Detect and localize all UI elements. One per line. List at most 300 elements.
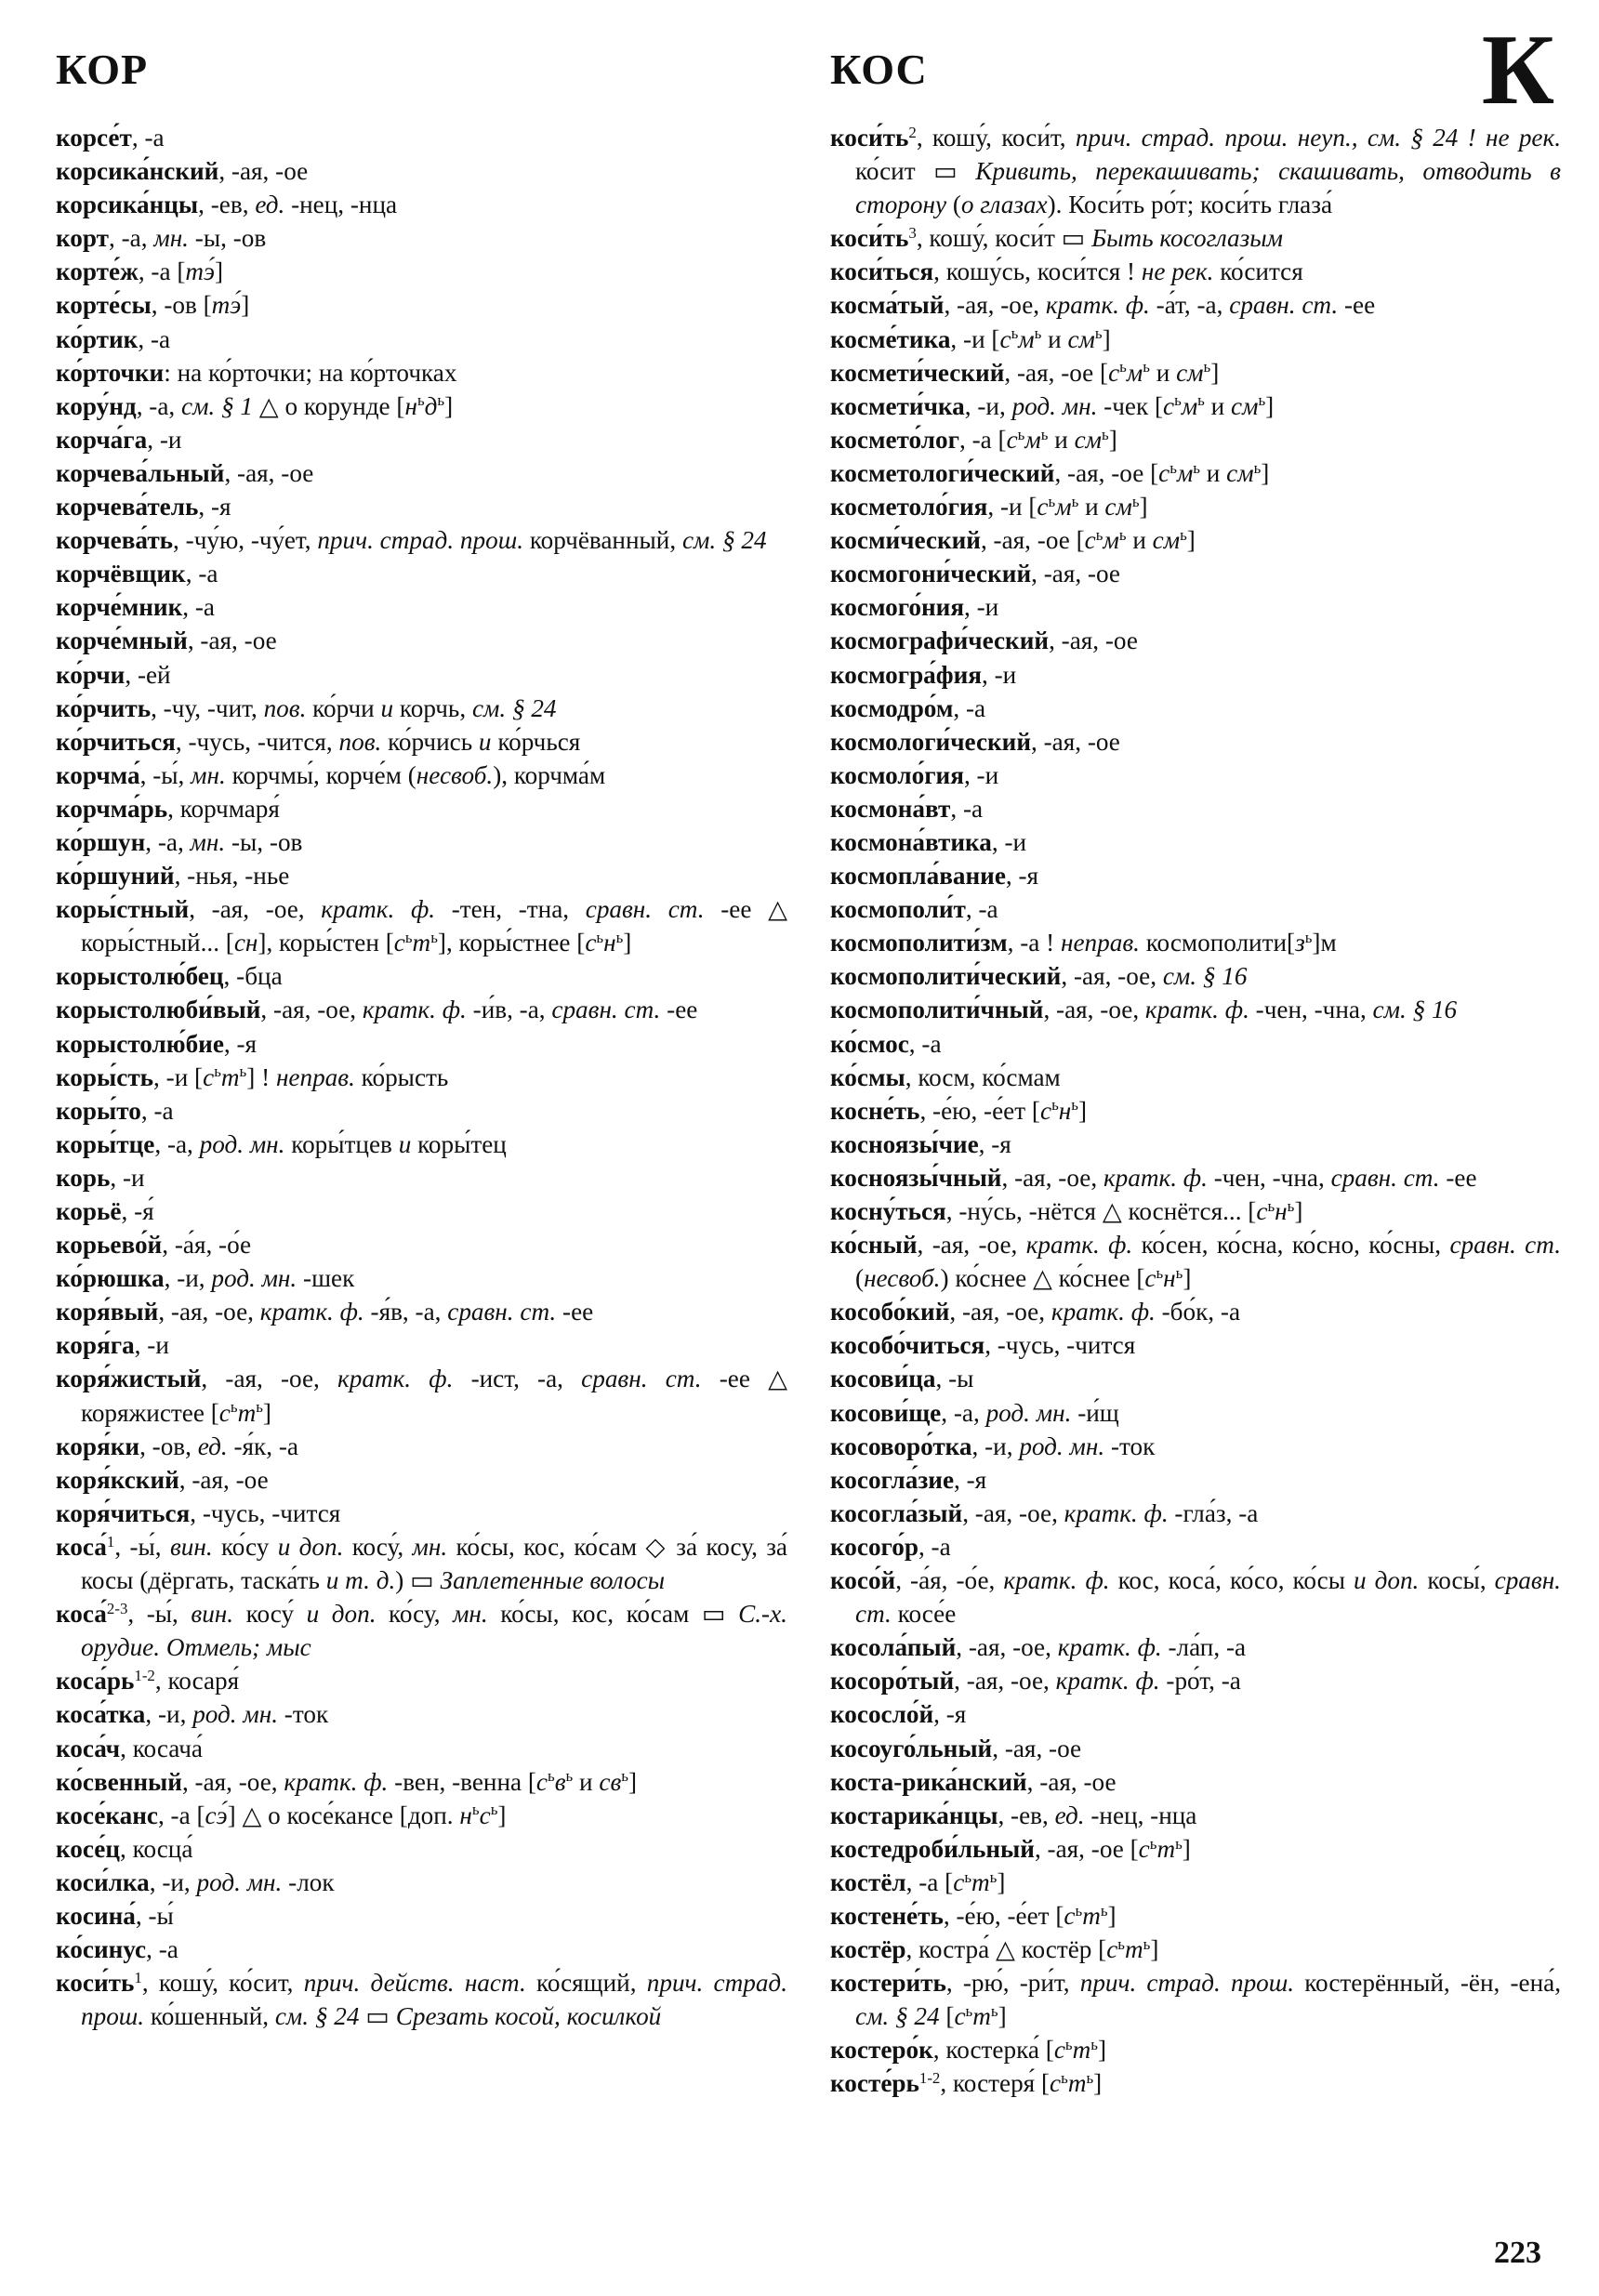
headword: космополити́ческий — [830, 962, 1062, 991]
right-entry — [830, 255, 1561, 288]
entry-text: , -и, — [149, 1867, 197, 1896]
entry-text: , -и, — [964, 391, 1012, 420]
entry-text: , -ая, -ое, — [1001, 1163, 1103, 1192]
entry-text: , -ев, — [998, 1801, 1055, 1829]
entry-text: -ее — [1439, 1163, 1477, 1192]
entry-text: космополити[ — [1139, 929, 1296, 957]
superscript: ь — [1174, 391, 1182, 410]
right-entry — [830, 692, 1561, 725]
superscript: ь — [430, 928, 438, 946]
headword: коси́ть — [830, 124, 909, 152]
entry-text: , -ая, -ое [ — [1034, 1834, 1139, 1863]
headword: коса́ — [56, 1532, 107, 1561]
left-entry — [56, 1866, 787, 1899]
headword: коса́рь — [56, 1667, 135, 1696]
right-entry — [830, 423, 1561, 456]
grammar-note: прич. действ. наст. — [303, 1969, 526, 1998]
grammar-note: с — [535, 1767, 548, 1796]
right-entry — [830, 1732, 1561, 1765]
entry-text: , -ая, -ое — [1049, 627, 1138, 655]
entry-text: , корчмаря́ — [167, 794, 280, 823]
entry-text: и — [1078, 493, 1105, 521]
headword: корыстолю́бие — [56, 1029, 224, 1058]
superscript: ь — [1203, 358, 1211, 376]
superscript: ь — [1131, 492, 1140, 510]
grammar-note: и т. д. — [325, 1566, 396, 1595]
grammar-note: кратк. ф. — [321, 895, 436, 924]
superscript: ь — [621, 1767, 628, 1786]
superscript: ь — [1017, 425, 1025, 443]
entry-text: , косца́ — [120, 1834, 193, 1863]
headword: кососло́й — [830, 1700, 934, 1729]
headword: кособо́кий — [830, 1298, 950, 1326]
entry-text: ко́рчись — [381, 727, 479, 756]
entry-text: ко́су — [212, 1532, 278, 1561]
superscript: ь — [548, 1767, 555, 1786]
headword: корыстолю́бец — [56, 962, 224, 991]
grammar-note: Срезать косой, косилкой — [395, 2002, 662, 2031]
headword: космологи́ческий — [830, 727, 1032, 756]
entry-text: и — [1149, 358, 1177, 387]
superscript: ь — [1086, 2069, 1094, 2088]
left-entry — [56, 423, 787, 456]
superscript: ь — [615, 928, 624, 946]
entry-text: ] — [1093, 2069, 1103, 2098]
grammar-note: д — [424, 391, 438, 420]
headword: ко́свенный — [56, 1767, 182, 1796]
right-entry — [830, 1061, 1561, 1094]
grammar-note: и доп. — [277, 1532, 344, 1561]
right-entry — [830, 288, 1561, 322]
entry-text: ▭ — [359, 2002, 396, 2031]
entry-text: -я́в, -а, — [363, 1298, 448, 1326]
entry-text: , -ы́, — [139, 760, 192, 789]
right-entry — [830, 1362, 1561, 1395]
entry-text: , кошу́, ко́сит, — [141, 1969, 304, 1998]
entry-text: ] — [1108, 425, 1117, 454]
entry-text: -гла́з, -а — [1168, 1498, 1259, 1527]
grammar-note: см — [1067, 324, 1095, 353]
right-entry — [830, 389, 1561, 423]
grammar-note: с — [1053, 2036, 1065, 2065]
entry-text: -и́в, -а, — [466, 996, 552, 1024]
entry-text: [ — [939, 2002, 955, 2031]
grammar-note: см. § 16 — [1162, 962, 1248, 991]
entry-text: , -а, — [145, 827, 191, 856]
grammar-note: н — [1163, 1264, 1176, 1293]
superscript: ь — [404, 928, 413, 946]
left-entry — [56, 456, 787, 490]
headword: коря́жистый — [56, 1365, 202, 1393]
headword: коря́читься — [56, 1498, 191, 1527]
right-entry — [830, 1194, 1561, 1228]
grammar-note: сравн. ст. — [447, 1298, 557, 1326]
grammar-note: кратк. ф. — [362, 996, 467, 1024]
entry-text: ко́рысть — [354, 1062, 449, 1091]
headword: космополити́зм — [830, 929, 1008, 957]
entry-text: -ток — [278, 1700, 329, 1729]
superscript: ь — [1117, 1934, 1125, 1953]
superscript: ь — [1304, 928, 1313, 946]
left-entry — [56, 1530, 787, 1597]
grammar-note: с — [1106, 1935, 1118, 1964]
headword: косну́ться — [830, 1197, 946, 1225]
left-entry — [56, 1732, 787, 1765]
headword: косноязы́чный — [830, 1163, 1002, 1192]
grammar-note: з — [1295, 929, 1305, 957]
headword: коси́лка — [56, 1867, 150, 1896]
entry-text: ], коры́стен [ — [258, 929, 394, 957]
headword: коры́сть — [56, 1062, 154, 1091]
entry-text: , -а — [965, 895, 998, 924]
grammar-note: сравн. ст. — [585, 895, 705, 924]
right-entry — [830, 1799, 1561, 1832]
right-entry — [830, 1328, 1561, 1362]
left-entry — [56, 1128, 787, 1161]
headword: косови́ще — [830, 1398, 942, 1427]
headword: ко́рчи — [56, 660, 126, 689]
entry-text: коры́тец — [411, 1129, 507, 1158]
left-entry — [56, 1497, 787, 1530]
grammar-note: м — [1181, 391, 1198, 420]
grammar-note: т — [220, 1062, 240, 1091]
entry-text: ко́шенный, — [144, 2002, 275, 2031]
grammar-note: кратк. ф. — [259, 1298, 364, 1326]
entry-text: , -я — [198, 493, 231, 521]
grammar-note: т — [412, 929, 431, 957]
entry-text: -ла́п, -а — [1161, 1633, 1247, 1662]
right-entry — [830, 1630, 1561, 1664]
headword: косми́ческий — [830, 526, 981, 555]
grammar-note: сравн. ст. — [1330, 1163, 1440, 1192]
headword: косте́рь — [830, 2069, 919, 2098]
right-entry — [830, 624, 1561, 657]
superscript: ь — [1011, 324, 1019, 343]
right-entry — [830, 1295, 1561, 1328]
left-entry — [56, 1463, 787, 1497]
grammar-note: м — [1018, 324, 1035, 353]
headword: корьё — [56, 1197, 122, 1225]
grammar-note: н — [1275, 1197, 1288, 1225]
superscript: ь — [1071, 1096, 1078, 1115]
grammar-note: с — [1163, 391, 1175, 420]
grammar-note: Быть косоглазым — [1091, 224, 1284, 253]
superscript: ь — [1156, 1263, 1164, 1282]
left-entry — [56, 389, 787, 423]
right-entry — [830, 792, 1561, 825]
superscript: ь — [1094, 324, 1103, 343]
entry-text: ] — [215, 257, 224, 286]
headword: корча́га — [56, 425, 148, 454]
grammar-note: с — [1006, 425, 1018, 454]
entry-text: , -а — [146, 1935, 178, 1964]
left-entry — [56, 288, 787, 322]
superscript: ь — [1061, 2069, 1068, 2088]
entry-text: и — [1126, 526, 1153, 555]
entry-text: , -ая, -ое, — [158, 1298, 260, 1326]
superscript: ь — [256, 1398, 263, 1417]
entry-text: , -ы́, — [114, 1532, 170, 1561]
left-entry — [56, 624, 787, 657]
entry-text: ) ▭ — [395, 1566, 441, 1595]
right-entry — [830, 759, 1561, 792]
entry-text: , -е́ю, -е́ет [ — [943, 1901, 1064, 1930]
headword: космого́ния — [830, 593, 965, 622]
entry-text: и — [1200, 458, 1227, 487]
superscript: ь — [1095, 525, 1103, 544]
headword: космето́лог — [830, 425, 959, 454]
entry-text: , -ая, -ое, — [949, 1298, 1051, 1326]
entry-text: , -а — [182, 593, 215, 622]
right-entry — [830, 993, 1561, 1026]
entry-text: , -а — [918, 1532, 951, 1561]
entry-text: -чек [ — [1097, 391, 1164, 420]
left-entry — [56, 1664, 787, 1697]
superscript: 1-2 — [918, 2069, 941, 2088]
headword: ко́синус — [56, 1935, 147, 1964]
entry-text: , -ая, -ое, — [917, 1231, 1026, 1260]
headword: костедроби́льный — [830, 1834, 1035, 1863]
left-entry — [56, 121, 787, 154]
grammar-note: т — [1072, 2036, 1091, 2065]
headword: ко́рчить — [56, 693, 152, 722]
grammar-note: Кривить, перекашивать; скашивать, отводить в сторону — [855, 157, 1561, 219]
headword: космодро́м — [830, 693, 954, 722]
grammar-note: м — [1055, 493, 1072, 521]
right-entry — [830, 859, 1561, 892]
grammar-note: кратк. ф. — [1025, 1231, 1133, 1260]
grammar-note: н — [1058, 1096, 1072, 1125]
entry-text: , костерка́ [ — [932, 2036, 1054, 2065]
grammar-note: кратк. ф. — [1045, 291, 1150, 320]
headword: корсика́нский — [56, 157, 219, 186]
entry-text: , -а ! — [1007, 929, 1061, 957]
grammar-note: см — [1104, 493, 1132, 521]
entry-text: -нец, -нца — [284, 191, 398, 219]
entry-text: , -а [ — [905, 1867, 954, 1896]
grammar-note: т — [1125, 1935, 1143, 1964]
left-entry — [56, 523, 787, 557]
entry-text: , -ая, -ое, — [260, 996, 363, 1024]
right-entry — [830, 725, 1561, 759]
left-entry — [56, 590, 787, 624]
superscript: 3 — [908, 224, 917, 243]
grammar-note: ед. — [1054, 1801, 1085, 1829]
grammar-note: с — [1256, 1197, 1268, 1225]
grammar-note: сн — [233, 929, 258, 957]
entry-text: ] — [1077, 1096, 1088, 1125]
headword: корчма́ — [56, 760, 140, 789]
grammar-note: мн. — [453, 1600, 488, 1629]
superscript: ь — [596, 928, 604, 946]
superscript: ь — [1101, 425, 1109, 443]
right-entry — [830, 1664, 1561, 1697]
headword: коси́ть — [830, 224, 909, 253]
headword: коса́ч — [56, 1734, 121, 1762]
running-head-right: КОС — [830, 46, 928, 93]
entry-text: , кошу́сь, коси́тся ! — [933, 257, 1142, 286]
grammar-note: Заплетенные волосы — [440, 1566, 666, 1595]
entry-text: косе́е — [891, 1600, 957, 1629]
entry-text: , -е́ю, -е́ет [ — [919, 1096, 1040, 1125]
entry-text: , -а [ — [138, 257, 186, 286]
grammar-note: род. мн. — [1011, 391, 1098, 420]
right-entry — [830, 1128, 1561, 1161]
superscript: ь — [1071, 492, 1079, 510]
entry-text: корчмы́, корче́м ( — [225, 760, 416, 789]
superscript: ь — [964, 1867, 972, 1886]
headword: космопла́вание — [830, 862, 1006, 891]
entry-text: косы́, — [1419, 1566, 1495, 1595]
grammar-note: прич. страд. прош. — [81, 1969, 787, 2031]
entry-text: -ее — [556, 1298, 594, 1326]
headword: космона́вт — [830, 794, 951, 823]
entry-text: -лок — [282, 1867, 335, 1896]
headword: косме́тика — [830, 324, 951, 353]
entry-text: и — [1048, 425, 1075, 454]
headword: кору́нд — [56, 391, 137, 420]
entry-text: корчёванный, — [523, 526, 682, 555]
headword: корче́мник — [56, 593, 183, 622]
grammar-note: с — [479, 1801, 491, 1829]
entry-text: , косача́ — [120, 1734, 203, 1762]
entry-text: , -ая, -ое, — [201, 1365, 338, 1393]
headword: корчева́тель — [56, 493, 199, 521]
left-entry — [56, 356, 787, 389]
headword: костери́ть — [830, 1969, 946, 1998]
entry-text: ко́сы, кос, ко́сам ◇ за́ косу, за́ косы (дёргать, таска́ть — [81, 1532, 787, 1595]
headword: косметологи́ческий — [830, 458, 1055, 487]
right-entry — [830, 1161, 1561, 1194]
left-entry — [56, 1362, 787, 1429]
headword: косина́ — [56, 1901, 136, 1930]
dictionary-column-right — [830, 121, 1561, 2101]
headword: корчма́рь — [56, 794, 168, 823]
grammar-note: см. § 24 — [471, 693, 557, 722]
entry-text: ( — [855, 1264, 865, 1293]
entry-text: , -и — [110, 1163, 145, 1192]
entry-text: , -а́я, -о́е — [162, 1231, 252, 1260]
right-entry — [830, 590, 1561, 624]
entry-text: , -ая, -ое — [992, 1734, 1082, 1762]
section-letter: К — [1481, 15, 1554, 125]
entry-text: ] — [628, 1767, 638, 1796]
entry-text: △ о корунде [ — [253, 391, 405, 420]
grammar-note: см. § 24 — [681, 526, 767, 555]
right-entry — [830, 1966, 1561, 2033]
superscript: ь — [1051, 1096, 1059, 1115]
grammar-note: род. мн. — [192, 1700, 278, 1729]
entry-text: ко́су, — [376, 1600, 454, 1629]
entry-text: , -чу, -чит, — [151, 693, 264, 722]
grammar-note: с — [1138, 1834, 1150, 1863]
entry-text: -ро́т, -а — [1159, 1667, 1241, 1696]
headword: космополити́чный — [830, 996, 1044, 1024]
entry-text: костерённый, -ён, -ена́, — [1294, 1969, 1561, 1998]
entry-text: , -нья, -нье — [174, 862, 290, 891]
entry-text: ко́сен, ко́сна, ко́сно, ко́сны, — [1132, 1231, 1450, 1260]
headword: космополи́т — [830, 895, 966, 924]
entry-text: , -а — [908, 1029, 942, 1058]
left-entry — [56, 892, 787, 959]
entry-text: , -чу́ю, -чу́ет, — [173, 526, 318, 555]
headword: косогла́зый — [830, 1498, 963, 1527]
entry-text: ко́сится — [1213, 257, 1303, 286]
grammar-note: мн. — [153, 224, 189, 253]
headword: костарика́нцы — [830, 1801, 998, 1829]
grammar-note: сравн. ст. — [1449, 1231, 1561, 1260]
entry-text: , -я — [933, 1700, 967, 1729]
entry-text: , -ы́ — [135, 1901, 174, 1930]
right-entry — [830, 658, 1561, 692]
left-entry — [56, 1597, 787, 1664]
grammar-note: н — [459, 1801, 472, 1829]
superscript: ь — [1267, 1196, 1275, 1215]
headword: косого́р — [830, 1532, 918, 1561]
entry-text: -а́т, -а, — [1149, 291, 1230, 320]
entry-text: , -ов, — [139, 1432, 198, 1460]
superscript: ь — [1253, 458, 1262, 477]
right-entry — [830, 1765, 1561, 1799]
superscript: ь — [1100, 1901, 1108, 1920]
headword: коси́ться — [830, 257, 934, 286]
entry-text: -нец, -нца — [1084, 1801, 1197, 1829]
right-entry — [830, 1396, 1561, 1430]
grammar-note: с — [218, 1398, 231, 1427]
headword: косма́тый — [830, 291, 945, 320]
headword: коса́ — [56, 1600, 107, 1629]
left-entry — [56, 692, 787, 725]
grammar-note: сравн. ст. — [1229, 291, 1339, 320]
entry-text: , -ая, -ое, — [956, 1633, 1058, 1662]
right-entry — [830, 221, 1561, 255]
entry-text: -ее △ коры́стный... [ — [81, 895, 787, 957]
superscript: 1-2 — [134, 1667, 155, 1685]
right-entry — [830, 926, 1561, 959]
entry-text: , -ов [ — [151, 291, 212, 320]
headword: корсика́нцы — [56, 191, 199, 219]
grammar-note: сравн. ст. — [855, 1566, 1561, 1629]
superscript: ь — [1258, 391, 1266, 410]
grammar-note: и доп. — [306, 1600, 377, 1629]
grammar-note: св — [599, 1767, 622, 1796]
right-entry — [830, 1933, 1561, 1966]
entry-text: , -а — [953, 693, 986, 722]
entry-text: , -а, — [136, 391, 181, 420]
entry-text: , -и, — [971, 1432, 1020, 1460]
right-entry — [830, 456, 1561, 490]
grammar-note: несвоб. — [416, 760, 494, 789]
headword: косола́пый — [830, 1633, 957, 1662]
grammar-note: род. мн. — [196, 1867, 283, 1896]
headword: ко́рчиться — [56, 727, 176, 756]
entry-text: , -ая, -ое, — [189, 895, 322, 924]
right-entry — [830, 557, 1561, 590]
grammar-note: мн. — [190, 827, 226, 856]
headword: корте́ж — [56, 257, 139, 286]
entry-text: , -ая, -ое — [218, 157, 309, 186]
headword: космоло́гия — [830, 760, 964, 789]
page-number: 223 — [1494, 2236, 1541, 2270]
grammar-note: тэ́ — [211, 291, 242, 320]
headword: косогла́зие — [830, 1465, 955, 1494]
grammar-note: кратк. ф. — [1055, 1667, 1160, 1696]
grammar-note: м — [1103, 526, 1119, 555]
entry-text: ] △ о косе́кансе [доп. — [227, 1801, 460, 1829]
right-entry — [830, 356, 1561, 389]
entry-text: , -ая, -ое — [224, 458, 314, 487]
grammar-note: несвоб. — [864, 1264, 941, 1293]
